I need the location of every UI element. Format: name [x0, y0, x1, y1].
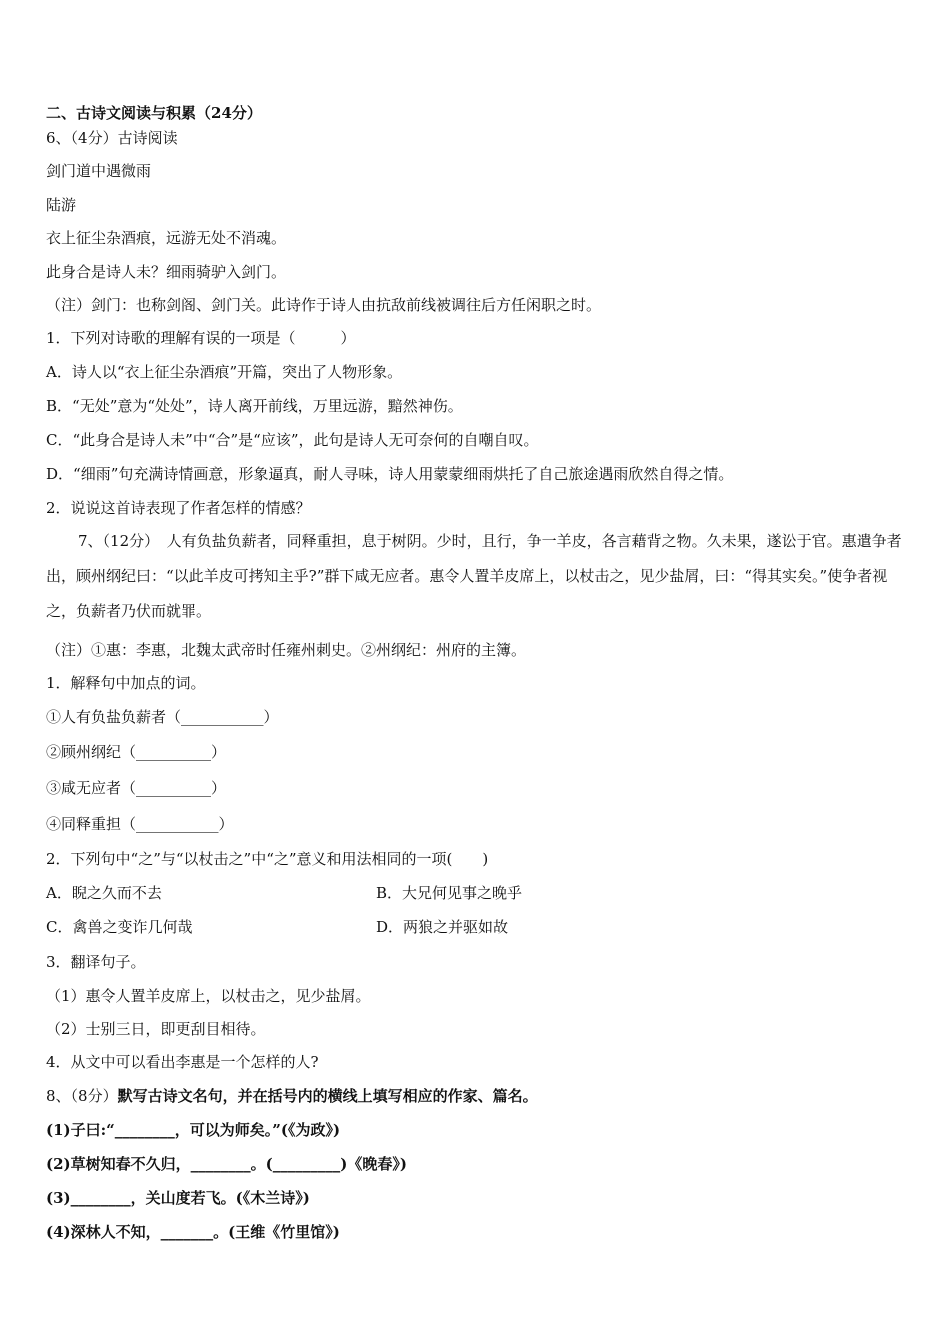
- q7-translate-1: （1）惠令人置羊皮席上，以杖击之，见少盐屑。: [46, 987, 371, 1005]
- poem-title: 剑门道中遇微雨: [46, 162, 152, 180]
- q7-word-3: ③咸无应者（__________）: [46, 779, 227, 797]
- q7-sub4: 4．从文中可以看出李惠是一个怎样的人?: [46, 1053, 319, 1071]
- q7-note: （注）①惠：李惠，北魏太武帝时任雍州刺史。②州纲纪：州府的主簿。: [46, 641, 527, 659]
- q8-item-4: (4)深林人不知，_______。(王维《竹里馆》): [46, 1223, 340, 1241]
- section-title: 二、古诗文阅读与积累（24分）: [46, 104, 262, 122]
- poem-author: 陆游: [46, 196, 77, 214]
- q7-passage: 7、（12分） 人有负盐负薪者，同释重担，息于树阴。少时，且行，争一羊皮，各言藉背之物。久未果，遂讼于官。惠遣争者出，顾州纲纪曰：“以此羊皮可拷知主乎?”群下咸无应者。惠令人置羊皮席上，以杖击之，见少盐屑，曰：“得其实矣。”使争者视之，负薪者乃伏而就罪。: [46, 532, 902, 620]
- q7-word-2: ②顾州纲纪（__________）: [46, 743, 227, 761]
- poem-line-2: 此身合是诗人未？细雨骑驴入剑门。: [46, 263, 287, 281]
- q8-item-3: (3)________，关山度若飞。(《木兰诗》): [46, 1189, 310, 1207]
- q8-header: 8、（8分）: [46, 1087, 118, 1105]
- q7-option-d: D．两狼之并驱如故: [376, 918, 509, 936]
- q7-sub3: 3．翻译句子。: [46, 953, 146, 971]
- poem-note: （注）剑门：也称剑阁、剑门关。此诗作于诗人由抗敌前线被调往后方任闲职之时。: [46, 296, 602, 314]
- q7-translate-2: （2）士别三日，即更刮目相待。: [46, 1020, 266, 1038]
- q6-header: 6、（4分）古诗阅读: [46, 129, 178, 147]
- q6-sub1: 1．下列对诗歌的理解有误的一项是（ ）: [46, 329, 356, 347]
- q7-option-c: C．禽兽之变诈几何哉: [46, 918, 193, 936]
- q6-option-b: B．“无处”意为“处处”，诗人离开前线，万里远游，黯然神伤。: [46, 397, 463, 415]
- q8-instruction: 默写古诗文名句，并在括号内的横线上填写相应的作家、篇名。: [117, 1087, 538, 1105]
- q8-item-1: (1)子曰:“________，可以为师矣。”(《为政》): [46, 1121, 341, 1139]
- q6-option-d: D．“细雨”句充满诗情画意，形象逼真，耐人寻味，诗人用蒙蒙细雨烘托了自己旅途遇雨欣然自得之情。: [46, 465, 734, 483]
- q7-sub2: 2．下列句中“之”与“以杖击之”中“之”意义和用法相同的一项( ): [46, 850, 489, 868]
- q6-option-a: A．诗人以“衣上征尘杂酒痕”开篇，突出了人物形象。: [46, 363, 403, 381]
- q6-sub2: 2．说说这首诗表现了作者怎样的情感？: [46, 499, 311, 517]
- q7-option-a: A．睨之久而不去: [46, 884, 162, 902]
- q6-option-c: C．“此身合是诗人未”中“合”是“应该”，此句是诗人无可奈何的自嘲自叹。: [46, 431, 539, 449]
- q7-word-1: ①人有负盐负薪者（___________）: [46, 708, 279, 726]
- q8-line: [46, 1086, 538, 1106]
- q8-item-2: (2)草树知春不久归，________。(_________)《晚春》): [46, 1155, 407, 1173]
- q7-option-b: B．大兄何见事之晚乎: [376, 884, 523, 902]
- q7-word-4: ④同释重担（___________）: [46, 815, 234, 833]
- poem-line-1: 衣上征尘杂酒痕，远游无处不消魂。: [46, 229, 287, 247]
- q7-sub1: 1．解释句中加点的词。: [46, 674, 206, 692]
